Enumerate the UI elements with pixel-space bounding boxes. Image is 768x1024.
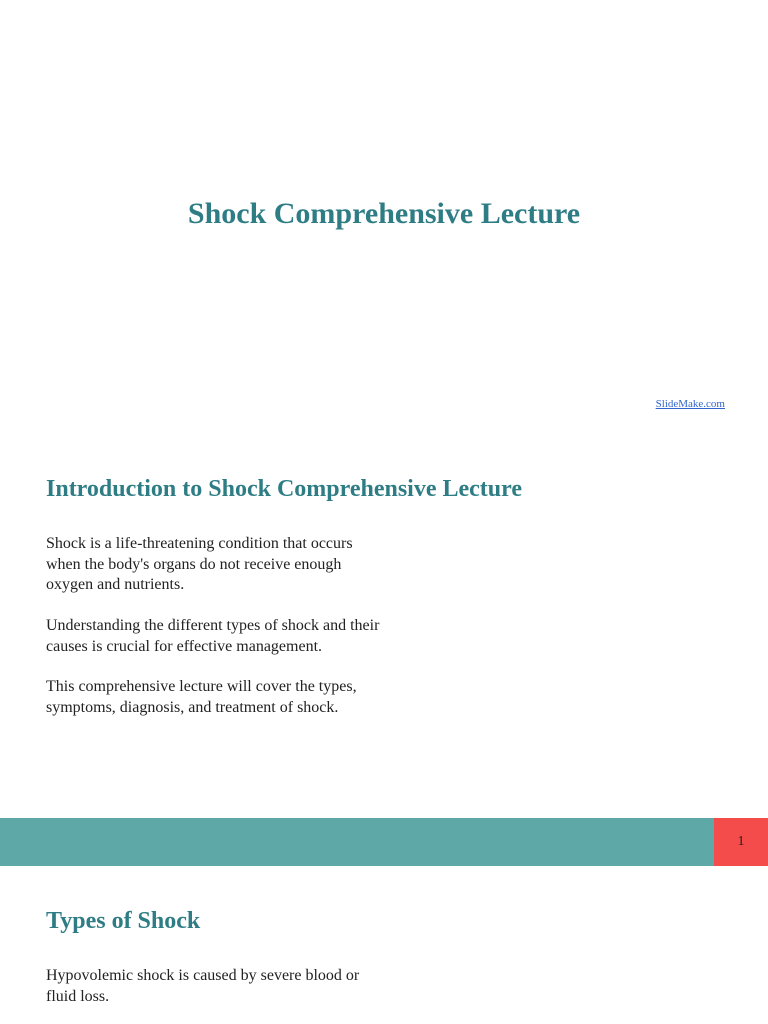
intro-paragraph-1: Shock is a life-threatening condition that occurs when the body's organs do not receive enough oxygen and nutrients.	[46, 535, 353, 593]
types-paragraph-1: Hypovolemic shock is caused by severe blood or fluid loss.	[46, 967, 360, 1005]
page-number: 1	[737, 834, 745, 849]
intro-paragraph-2: Understanding the different types of shock and their causes is crucial for effective management.	[46, 617, 380, 655]
intro-paragraph-3: This comprehensive lecture will cover the types, symptoms, diagnosis, and treatment of shock.	[46, 678, 357, 716]
intro-heading: Introduction to Shock Comprehensive Lecture	[46, 476, 523, 502]
page-number-badge	[714, 818, 768, 866]
types-heading: Types of Shock	[46, 908, 201, 934]
slide-footer-bar	[0, 818, 768, 866]
slidemake-link[interactable]: SlideMake.com	[655, 398, 725, 410]
slide-title: Shock Comprehensive Lecture	[187, 197, 581, 230]
